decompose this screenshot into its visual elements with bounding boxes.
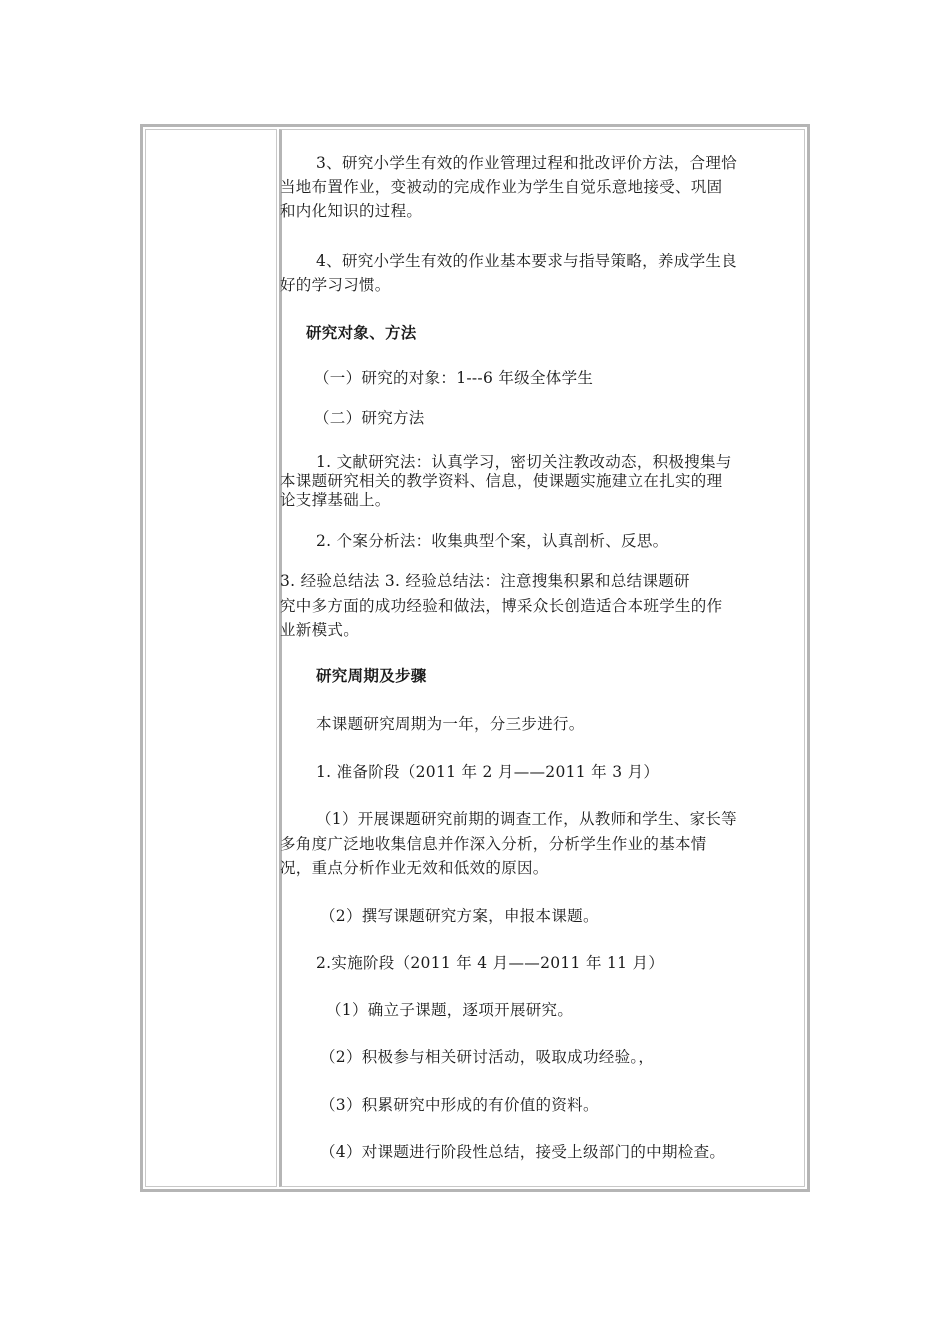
heading-research-cycle: 研究周期及步骤 (316, 666, 427, 685)
stage-1-item-1-line-2: 多角度广泛地收集信息并作深入分析，分析学生作业的基本情 (280, 835, 707, 853)
stage-2-item-3: （3）积累研究中形成的有价值的资料。 (320, 1096, 599, 1114)
stage-1-item-2: （2）撰写课题研究方案，申报本课题。 (320, 907, 599, 925)
research-cycle-summary: 本课题研究周期为一年，分三步进行。 (316, 715, 585, 733)
stage-2-item-4: （4）对课题进行阶段性总结，接受上级部门的中期检查。 (320, 1143, 726, 1161)
heading-research-object-method: 研究对象、方法 (306, 323, 417, 342)
research-object: （一）研究的对象：1---6 年级全体学生 (314, 369, 594, 387)
method-3-line-2: 究中多方面的成功经验和做法，博采众长创造适合本班学生的作 (280, 597, 723, 615)
paragraph-3-line-2: 当地布置作业，变被动的完成作业为学生自觉乐意地接受、巩固 (280, 178, 723, 196)
method-3-line-3: 业新模式。 (280, 621, 360, 639)
document-table (140, 124, 810, 1192)
paragraph-4-line-2: 好的学习习惯。 (280, 276, 391, 294)
method-2: 2. 个案分析法：收集典型个案，认真剖析、反思。 (316, 532, 669, 550)
stage-1-heading: 1. 准备阶段（2011 年 2 月——2011 年 3 月） (316, 763, 660, 781)
paragraph-3-line-3: 和内化知识的过程。 (280, 202, 423, 220)
method-1-line-1: 1. 文献研究法：认真学习，密切关注教改动态，积极搜集与 (316, 453, 732, 471)
method-1-line-3: 论支撑基础上。 (280, 491, 391, 509)
paragraph-4-line-1: 4、研究小学生有效的作业基本要求与指导策略，养成学生良 (316, 252, 737, 270)
paragraph-3-line-1: 3、研究小学生有效的作业管理过程和批改评价方法，合理恰 (316, 154, 737, 172)
stage-1-item-1-line-3: 况，重点分析作业无效和低效的原因。 (280, 859, 549, 877)
stage-2-heading: 2.实施阶段（2011 年 4 月——2011 年 11 月） (316, 954, 665, 972)
research-method-heading: （二）研究方法 (314, 409, 425, 427)
stage-1-item-1-line-1: （1）开展课题研究前期的调查工作，从教师和学生、家长等 (316, 810, 737, 828)
method-3-line-1: 3. 经验总结法 3. 经验总结法：注意搜集积累和总结课题研 (280, 572, 690, 590)
stage-2-item-1: （1）确立子课题，逐项开展研究。 (326, 1001, 574, 1019)
method-1-line-2: 本课题研究相关的教学资料、信息，使课题实施建立在扎实的理 (280, 472, 723, 490)
stage-2-item-2: （2）积极参与相关研讨活动，吸取成功经验。， (320, 1048, 655, 1066)
table-left-cell (145, 129, 277, 1187)
